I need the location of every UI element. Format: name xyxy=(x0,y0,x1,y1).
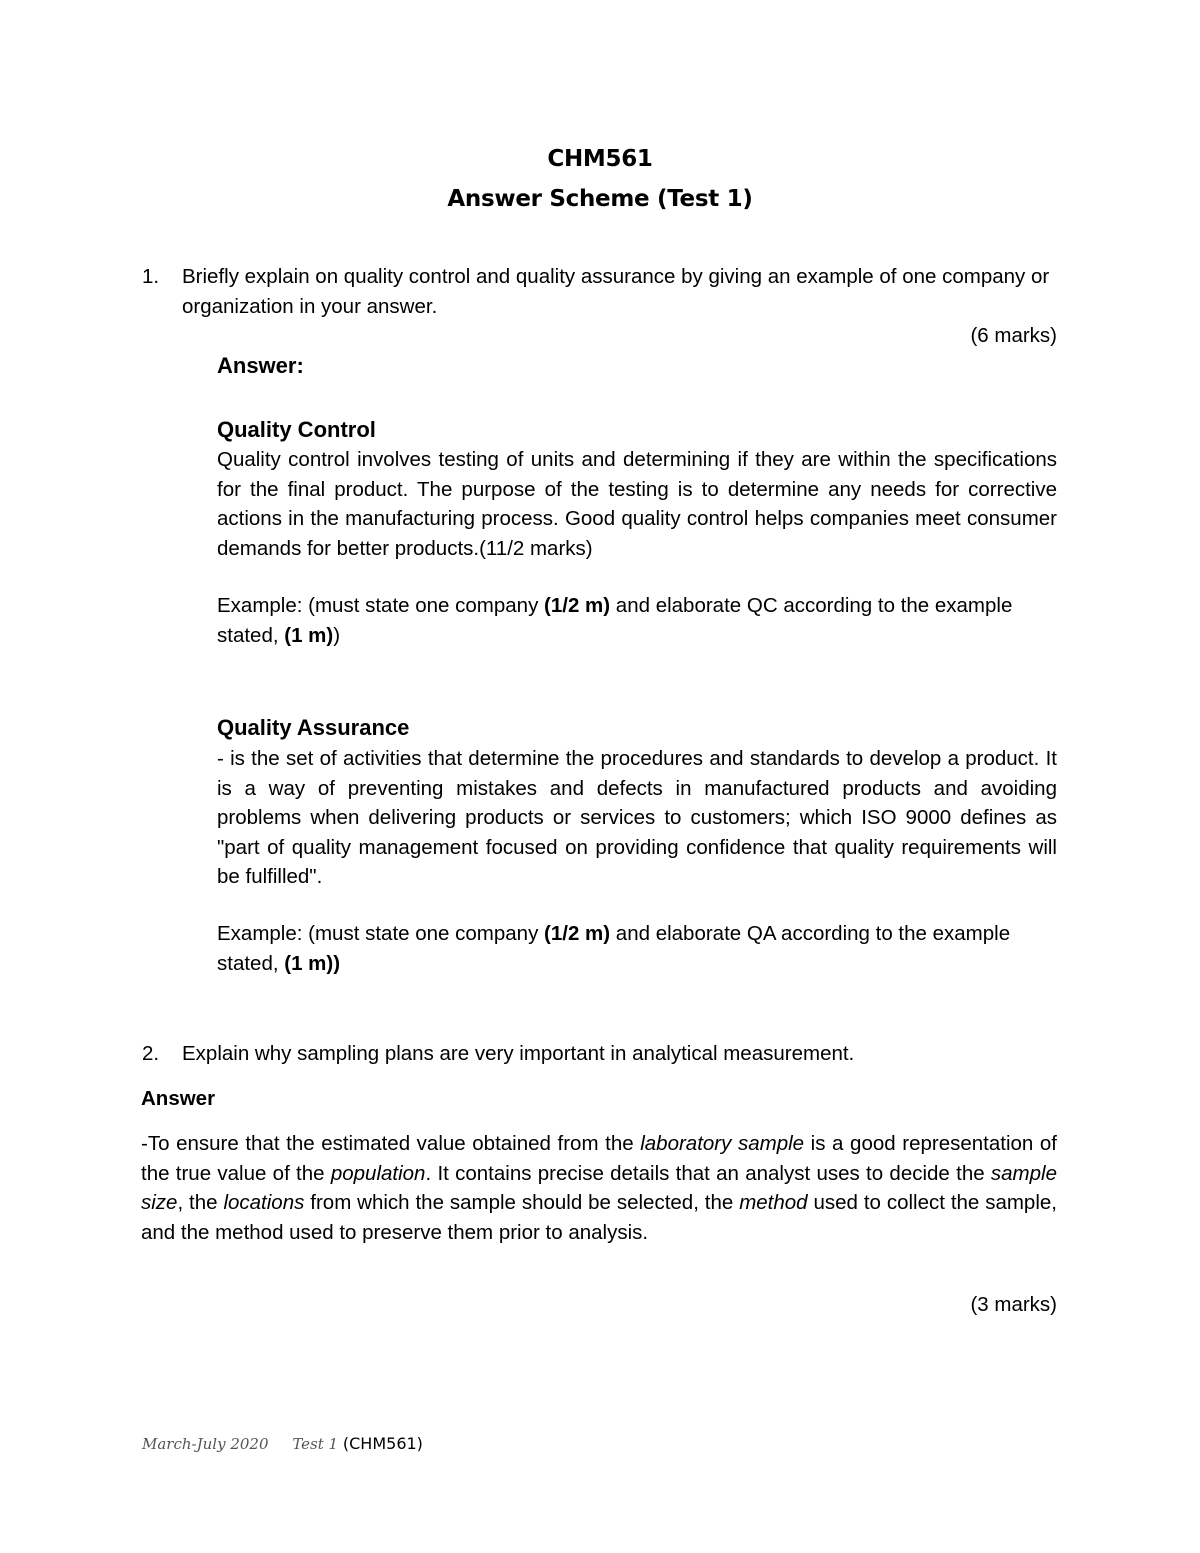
question-1-number: 1. xyxy=(142,265,160,288)
answer-text: used to collect the sample, and the method used to preserve them prior to analysis. xyxy=(141,1191,1057,1244)
qc-heading: Quality Control xyxy=(217,417,376,442)
answer-text: . It contains precise details that an analyst uses to decide the xyxy=(425,1161,991,1185)
footer-term: March-July 2020 xyxy=(142,1435,269,1453)
qc-example-mark-half: (1/2 m) xyxy=(544,594,611,617)
question-2-text: Explain why sampling plans are very important in analytical measurement. xyxy=(182,1042,855,1065)
question-2-answer xyxy=(141,1129,1057,1247)
qa-example xyxy=(217,919,1062,978)
question-1-marks: (6 marks) xyxy=(970,324,1057,347)
answer-term: population xyxy=(330,1161,426,1185)
footer-test: Test 1 xyxy=(292,1435,339,1453)
qa-example-mark-one: (1 m)) xyxy=(284,951,341,975)
answer-text: , the xyxy=(177,1191,224,1214)
answer-text: from which the sample should be selected, the xyxy=(304,1191,740,1214)
question-2-answer-label: Answer xyxy=(141,1087,216,1110)
answer-term: laboratory sample xyxy=(640,1132,805,1155)
page-footer xyxy=(142,1434,423,1453)
question-2-number: 2. xyxy=(142,1042,160,1065)
answer-text: -To ensure that the estimated value obtained from the xyxy=(141,1132,641,1155)
qa-paragraph: - is the set of activities that determine the procedures and standards to develop a product. It is a way of preventing mistakes and defects in manufactured products and avoiding problems when delivering products or services to customers; which ISO 9000 defines as "part of quality management focused on providing confidence that quality requirements will be fulfilled". xyxy=(217,747,1057,888)
qc-example-part: ) xyxy=(333,623,341,647)
qc-paragraph: Quality control involves testing of units and determining if they are within the specifications for the final product. The purpose of the testing is to determine any needs for corrective actions in the manufacturing process. Good quality control helps companies meet consumer demands for better products.(11/2 marks) xyxy=(217,448,1057,560)
qa-example-part: Example: (must state one company xyxy=(217,922,545,945)
answer-text: is a good representation of the true value of the xyxy=(141,1132,1057,1185)
qa-heading: Quality Assurance xyxy=(217,715,410,740)
answer-label: Answer: xyxy=(217,353,304,378)
question-1-text: Briefly explain on quality control and quality assurance by giving an example of one company or organization in your answer. xyxy=(182,265,1050,318)
question-2-marks: (3 marks) xyxy=(970,1293,1057,1316)
qc-example-part: and elaborate QC according to the example stated, xyxy=(217,594,1013,647)
answer-term: sample size xyxy=(141,1161,1057,1214)
answer-term: method xyxy=(739,1191,808,1214)
answer-term: locations xyxy=(223,1191,305,1214)
page-title: Answer Scheme (Test 1) xyxy=(447,186,753,212)
course-code: CHM561 xyxy=(547,146,653,172)
qc-example xyxy=(217,591,1062,650)
qc-example-mark-one: (1 m) xyxy=(284,623,334,647)
qc-example-part: Example: (must state one company xyxy=(217,594,545,617)
qa-example-part: and elaborate QA according to the example stated, xyxy=(217,922,1011,975)
qa-example-mark-half: (1/2 m) xyxy=(544,922,611,945)
footer-code: (CHM561) xyxy=(342,1434,423,1453)
